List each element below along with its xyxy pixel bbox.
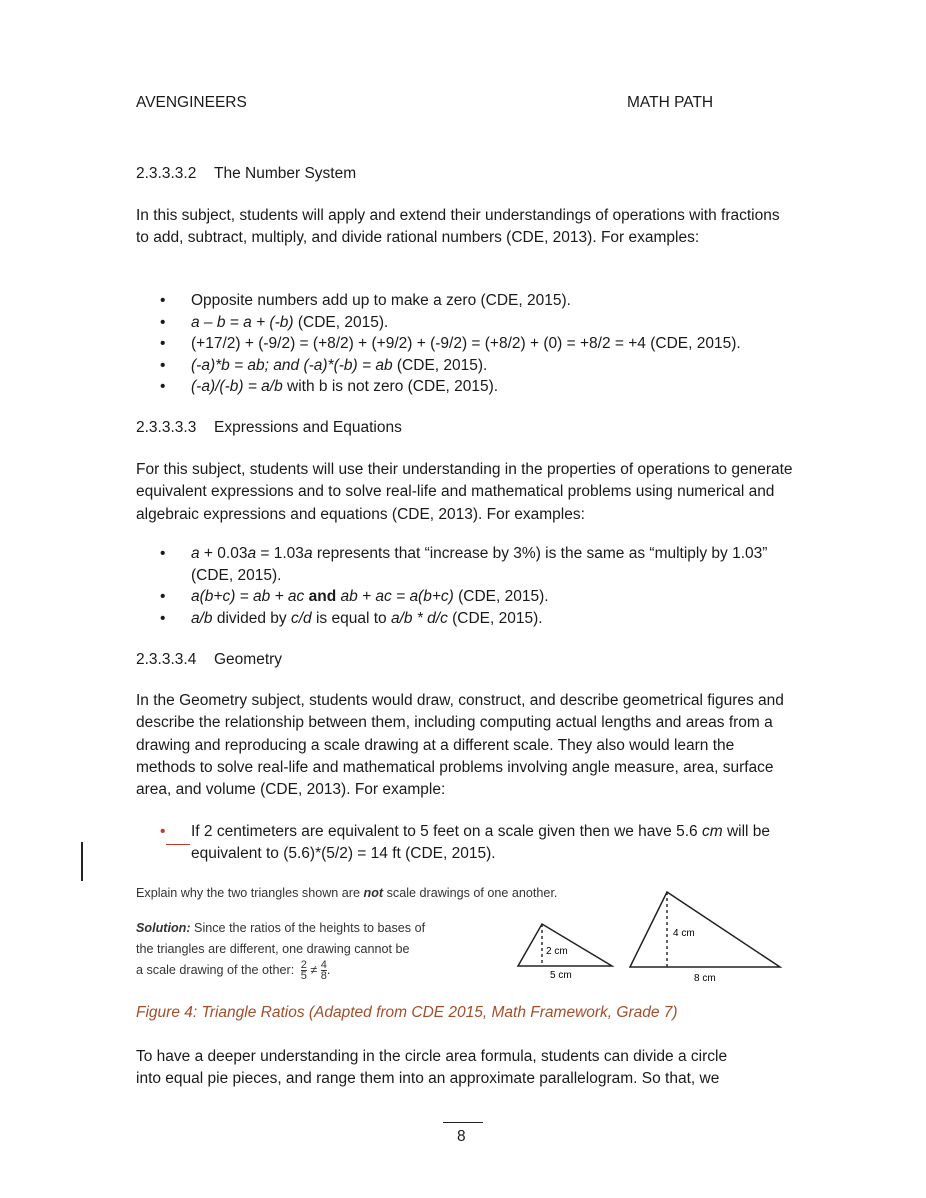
fraction: $\frac{4}{8}$ (320, 959, 327, 983)
bullet-icon: • (160, 823, 166, 840)
list-item: • Opposite numbers add up to make a zero (CDE, 2015). (136, 290, 796, 312)
paragraph-expressions: For this subject, students will use their understanding in the properties of operations to generate equivalent expressions and to solve real-life and mathematical problems using numerical and algebraic expressions and equations (CDE, 2013). For examples: (136, 461, 793, 523)
section-title: Expressions and Equations (214, 419, 402, 436)
page-number: 8 (457, 1128, 466, 1145)
figure-prompt: Explain why the two triangles shown are not scale drawings of one another. (136, 886, 558, 900)
section-number: 2.3.3.3.4 (136, 651, 197, 668)
list-item: • a(b+c) = ab + ac and ab + ac = a(b+c) (CDE, 2015). (136, 586, 796, 608)
fraction: $\frac{2}{5}$ (300, 959, 307, 983)
list-item: • a + 0.03a = 1.03a represents that “increase by 3%) is the same as “multiply by 1.03” (CDE, 2015). (160, 545, 768, 584)
bullet-icon: • (160, 356, 166, 374)
paragraph-geometry: In the Geometry subject, students would draw, construct, and describe geometrical figures and describe the relationship between them, including computing actual lengths and areas from a drawing and reproducing a scale drawing at a different scale. They also would learn the methods to solve real-life and mathematical problems involving angle measure, area, surface area, and volume (CDE, 2013). For example: (136, 692, 784, 799)
bullet-icon: • (160, 335, 166, 353)
footer-rule (443, 1122, 483, 1123)
large-height-label: 4 cm (673, 928, 695, 939)
figure-solution: Solution: Since the ratios of the heights to bases of the triangles are different, one drawing cannot be a scale drawing of the other: $\frac{2}{5}$ ≠ $\frac{4}{8}$ . (136, 921, 426, 983)
bullet-list-expressions (136, 543, 796, 629)
bullet-icon: • (160, 588, 166, 606)
header-left: AVENGINEERS (136, 94, 247, 111)
figure-caption: Figure 4: Triangle Ratios (Adapted from CDE 2015, Math Framework, Grade 7) (136, 1004, 678, 1021)
section-number: 2.3.3.3.2 (136, 165, 197, 182)
section-title: Geometry (214, 651, 283, 668)
list-item: • a/b divided by c/d is equal to a/b * d/c (CDE, 2015). (136, 608, 796, 630)
bullet-icon: • (160, 313, 166, 331)
closing-paragraph: To have a deeper understanding in the circle area formula, students can divide a circle into equal pie pieces, and range them into an approximate parallelogram. So that, we (136, 1048, 728, 1087)
list-item: • (+17/2) + (-9/2) = (+8/2) + (+9/2) + (-9/2) = (+8/2) + (0) = +8/2 = +4 (CDE, 2015). (136, 333, 796, 355)
bullet-list-number-system (136, 290, 796, 398)
section-heading-geometry (136, 651, 282, 669)
large-base-label: 8 cm (694, 973, 716, 984)
section-title: The Number System (214, 165, 357, 182)
small-base-label: 5 cm (550, 970, 572, 981)
list-item: • If 2 centimeters are equivalent to 5 feet on a scale given then we have 5.6 cm will be equivalent to (5.6)*(5/2) = 14 ft (CDE, 2015). (160, 823, 771, 862)
section-heading-expressions (136, 419, 402, 437)
revision-change-bar (81, 842, 83, 881)
header-right: MATH PATH (627, 94, 714, 111)
paragraph-number-system: In this subject, students will apply and extend their understandings of operations with fractions to add, subtract, multiply, and divide rational numbers (CDE, 2013). For examples: (136, 207, 780, 247)
bullet-icon: • (160, 378, 166, 396)
list-item: • (-a)/(-b) = a/b with b is not zero (CDE, 2015). (136, 376, 796, 398)
small-height-label: 2 cm (546, 946, 568, 957)
small-triangle (518, 924, 612, 981)
bullet-list-geometry (136, 821, 796, 865)
triangle-diagram (500, 884, 800, 988)
large-triangle (630, 892, 780, 984)
bullet-icon: • (160, 609, 166, 627)
list-item: • (-a)*b = ab; and (-a)*(-b) = ab (CDE, 2015). (136, 355, 796, 377)
bullet-icon: • (160, 545, 166, 562)
bullet-icon: • (160, 292, 166, 309)
section-heading-number-system (136, 165, 356, 183)
section-number: 2.3.3.3.3 (136, 419, 197, 436)
list-item: • a – b = a + (-b) (CDE, 2015). (136, 312, 796, 334)
